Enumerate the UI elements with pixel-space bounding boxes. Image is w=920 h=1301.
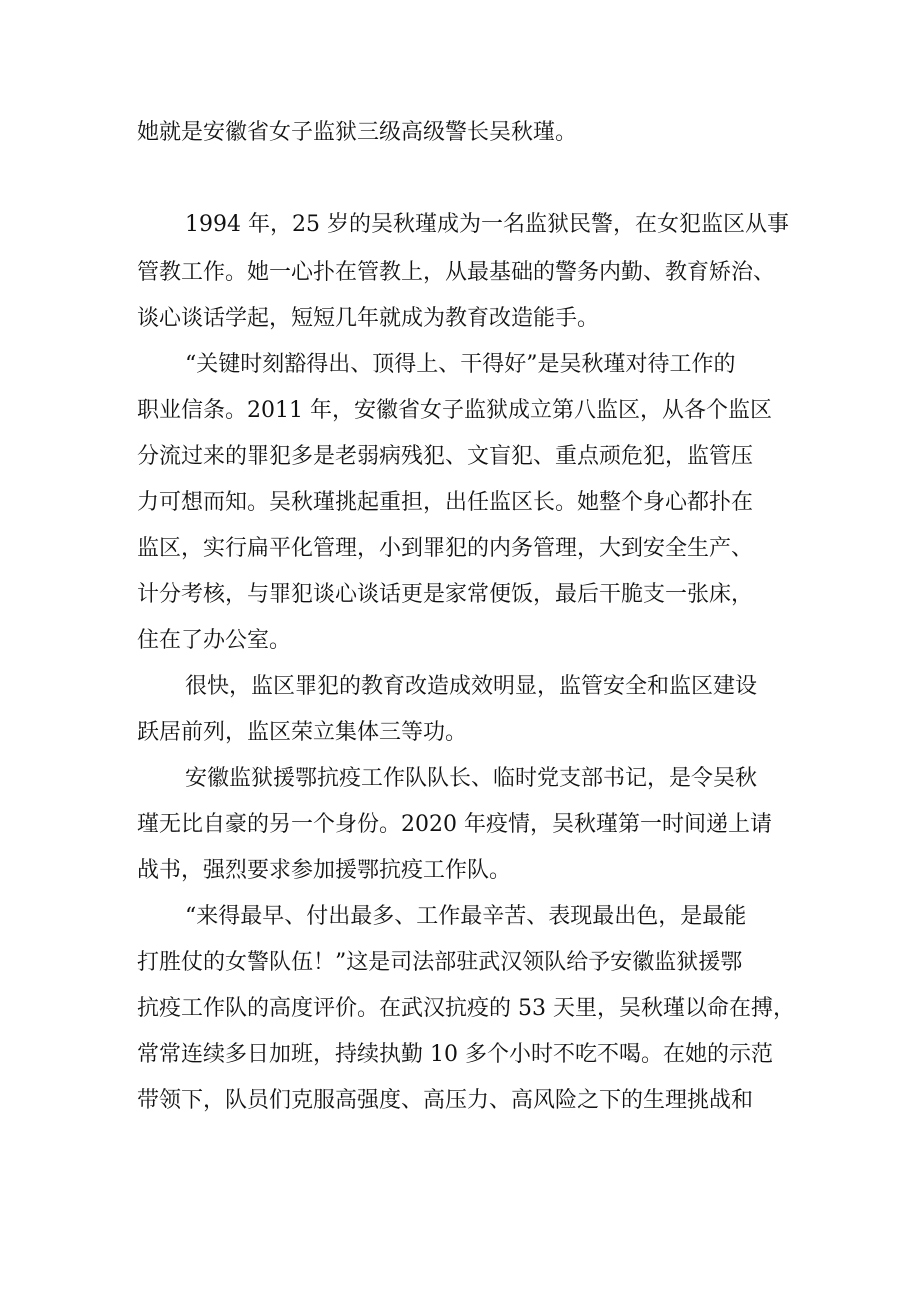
paragraph-2-line-2: 管教工作。她一心扑在管教上，从最基础的警务内勤、教育矫治、: [137, 260, 776, 285]
paragraph-3-line-1: “关键时刻豁得出、顶得上、干得好”是吴秋瑾对待工作的: [185, 352, 736, 377]
paragraph-1-line-1: 她就是安徽省女子监狱三级高级警长吴秋瑾。: [137, 120, 578, 145]
paragraph-6-line-5: 带领下，队员们克服高强度、高压力、高风险之下的生理挑战和: [137, 1088, 754, 1113]
paragraph-4-line-1: 很快，监区罪犯的教育改造成效明显，监管安全和监区建设: [185, 674, 758, 699]
paragraph-4-line-2: 跃居前列，监区荣立集体三等功。: [137, 720, 468, 745]
paragraph-3-line-2: 职业信条。2011 年，安徽省女子监狱成立第八监区，从各个监区: [137, 398, 772, 423]
paragraph-5-line-1: 安徽监狱援鄂抗疫工作队队长、临时党支部书记，是令吴秋: [185, 766, 758, 791]
paragraph-3-line-4: 力可想而知。吴秋瑾挑起重担，出任监区长。她整个身心都扑在: [137, 490, 754, 515]
paragraph-2-line-1: 1994 年，25 岁的吴秋瑾成为一名监狱民警，在女犯监区从事: [185, 212, 789, 237]
paragraph-6-line-1: “来得最早、付出最多、工作最辛苦、表现最出色，是最能: [185, 904, 747, 929]
paragraph-3-line-6: 计分考核，与罪犯谈心谈话更是家常便饭，最后干脆支一张床，: [137, 582, 754, 607]
paragraph-6-line-3: 抗疫工作队的高度评价。在武汉抗疫的 53 天里，吴秋瑾以命在搏，: [137, 996, 795, 1021]
paragraph-5-line-3: 战书，强烈要求参加援鄂抗疫工作队。: [137, 858, 512, 883]
paragraph-3-line-7: 住在了办公室。: [137, 628, 292, 653]
paragraph-6-line-4: 常常连续多日加班，持续执勤 10 多个小时不吃不喝。在她的示范: [137, 1042, 773, 1067]
paragraph-3-line-3: 分流过来的罪犯多是老弱病残犯、文盲犯、重点顽危犯，监管压: [137, 444, 754, 469]
paragraph-5-line-2: 瑾无比自豪的另一个身份。2020 年疫情，吴秋瑾第一时间递上请: [137, 812, 772, 837]
paragraph-6-line-2: 打胜仗的女警队伍！”这是司法部驻武汉领队给予安徽监狱援鄂: [137, 950, 743, 975]
paragraph-3-line-5: 监区，实行扁平化管理，小到罪犯的内务管理，大到安全生产、: [137, 536, 754, 561]
paragraph-2-line-3: 谈心谈话学起，短短几年就成为教育改造能手。: [137, 306, 600, 331]
